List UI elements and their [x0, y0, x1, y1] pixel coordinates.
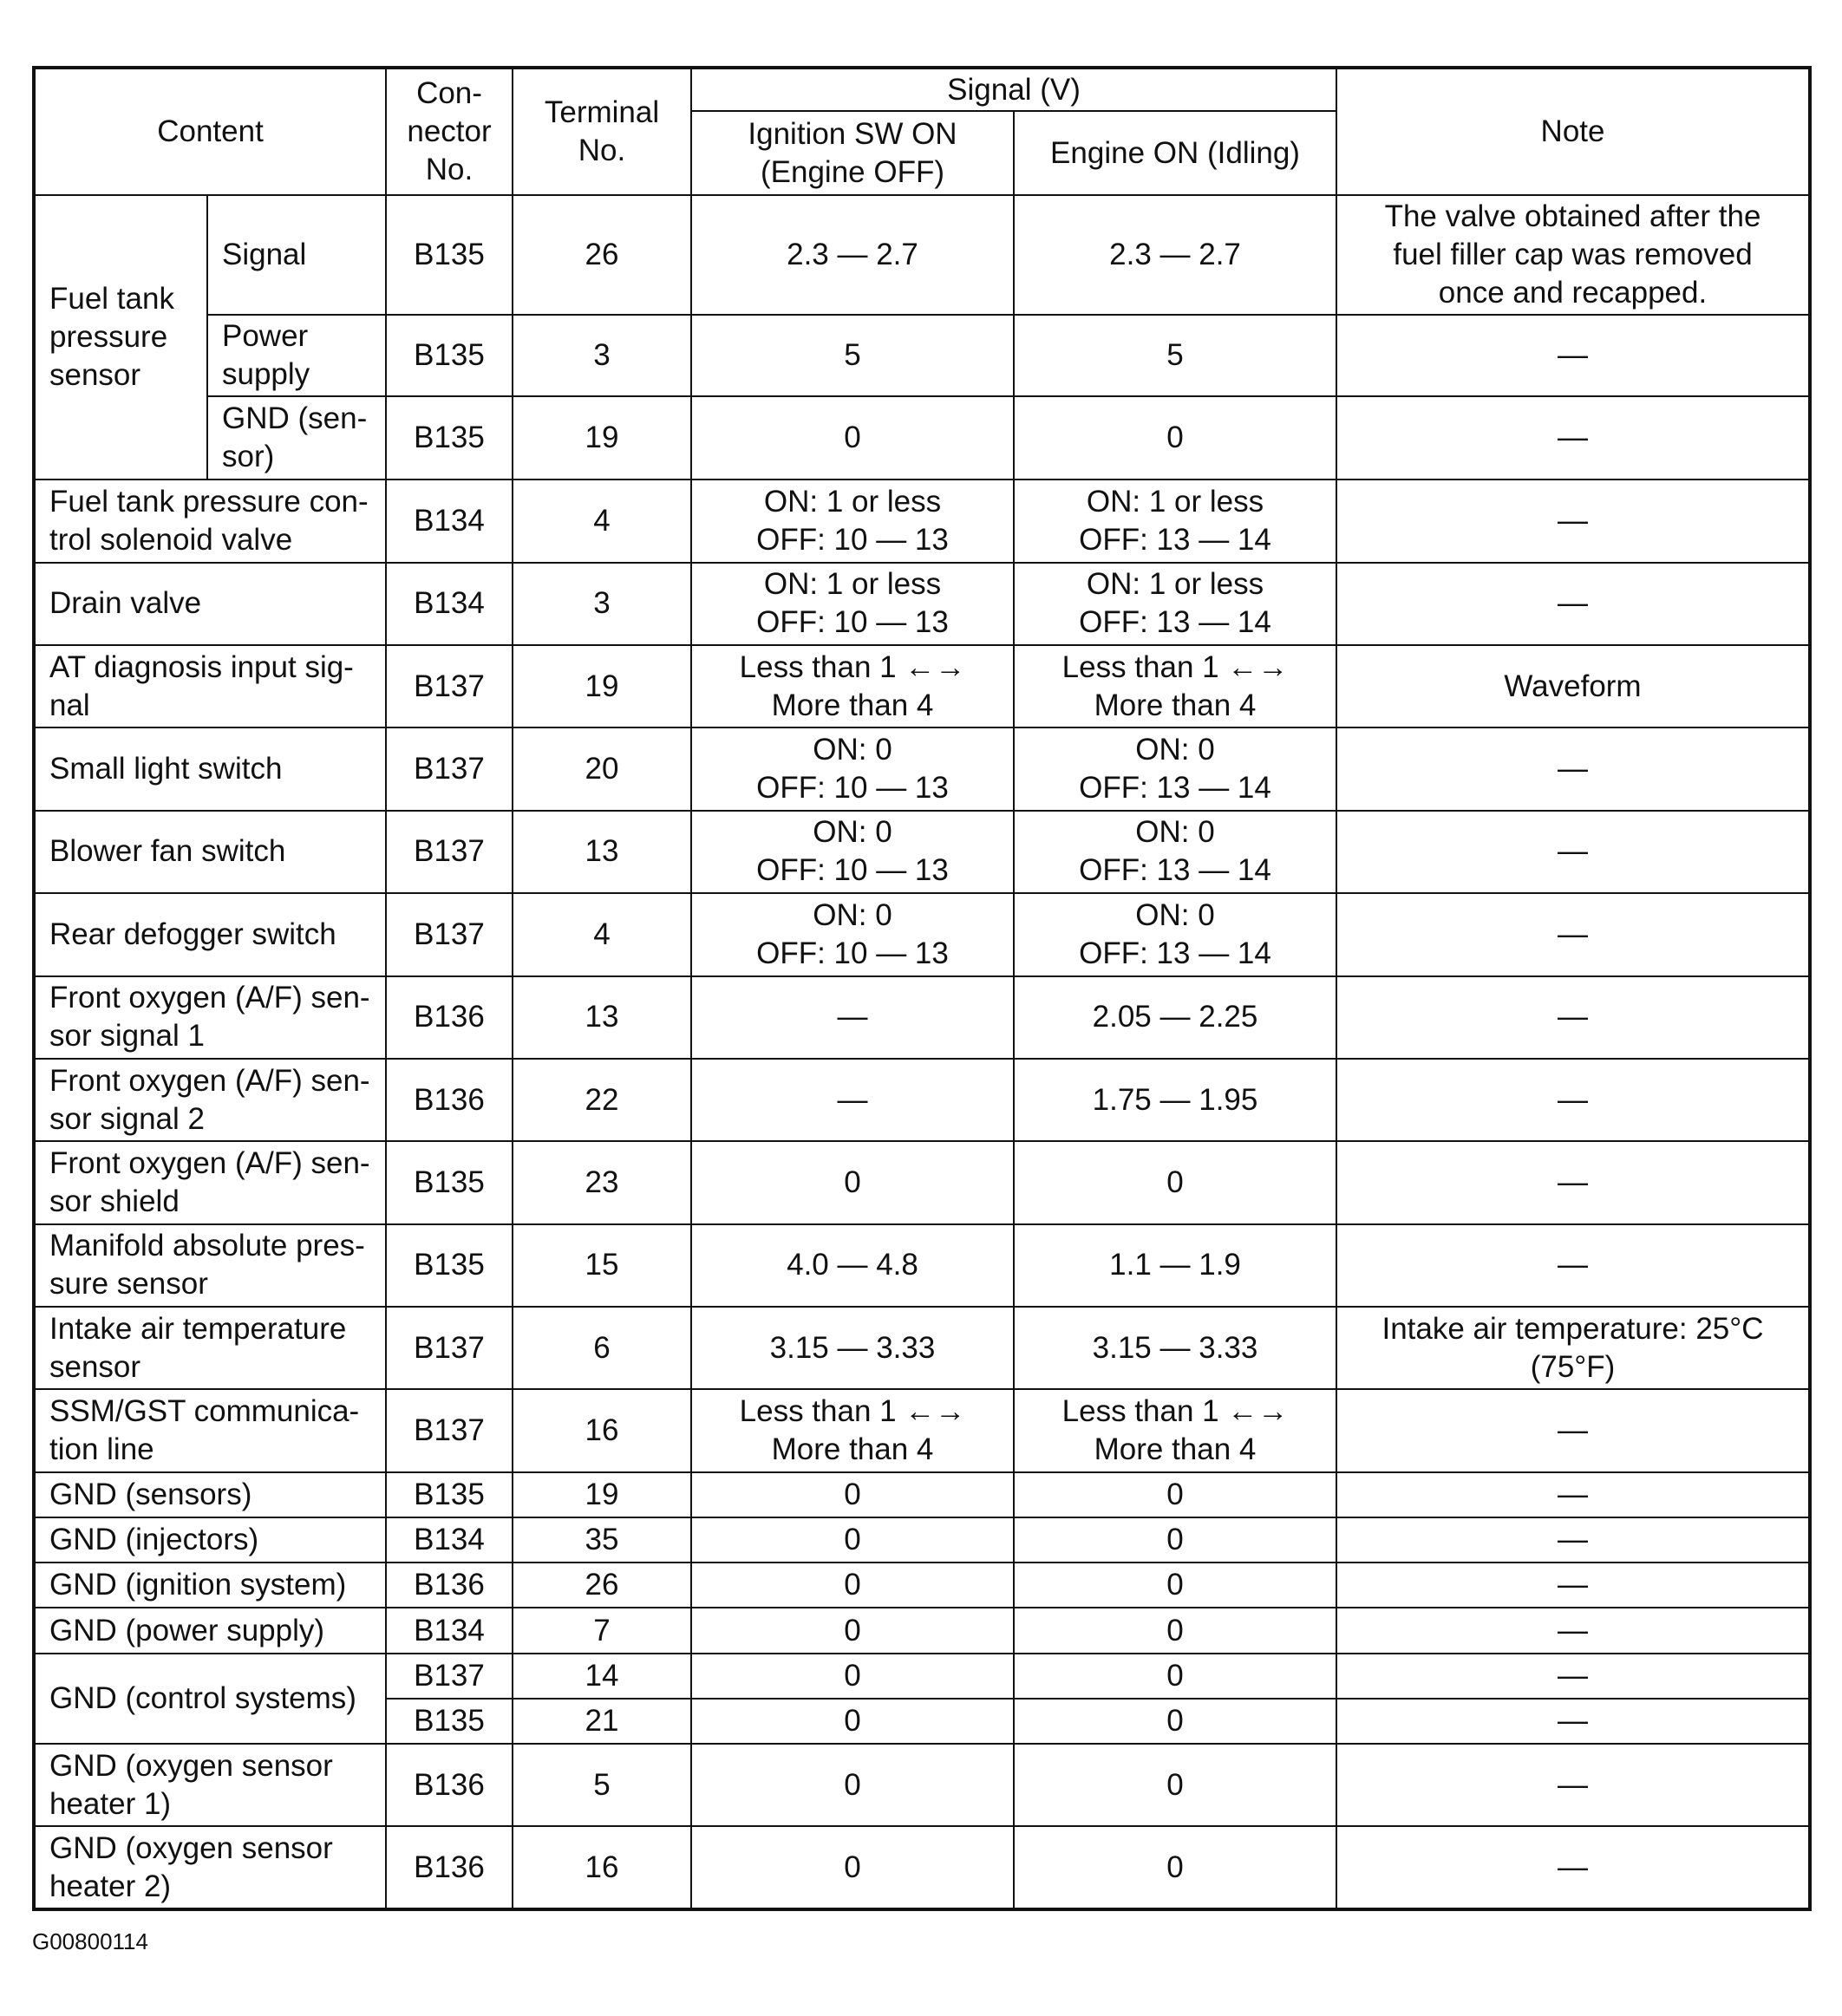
table-row: [34, 195, 1810, 315]
engine-signal-cell: ON: 1 or less OFF: 13 — 14: [1014, 563, 1336, 645]
note-cell: —: [1336, 1059, 1810, 1141]
ignition-signal-cell: —: [691, 976, 1014, 1059]
terminal-cell: 14: [513, 1654, 691, 1699]
ignition-signal-cell: 0: [691, 1563, 1014, 1608]
table-row: [34, 645, 1810, 727]
terminal-cell: 22: [513, 1059, 691, 1141]
engine-signal-cell: 0: [1014, 1744, 1336, 1826]
content-cell: GND (injectors): [34, 1517, 386, 1563]
terminal-cell: 16: [513, 1826, 691, 1909]
engine-signal-cell: ON: 0 OFF: 13 — 14: [1014, 811, 1336, 893]
sub-content-cell: Signal: [207, 195, 386, 315]
header-ignition-sw-on: Ignition SW ON (Engine OFF): [691, 111, 1014, 195]
connector-cell: B136: [386, 1744, 513, 1826]
terminal-cell: 16: [513, 1389, 691, 1471]
terminal-cell: 19: [513, 1472, 691, 1517]
table-row: [34, 1744, 1810, 1826]
table-row: [34, 727, 1810, 810]
table-row: [34, 1654, 1810, 1699]
group-content-cell: Fuel tank pressure sensor: [34, 195, 207, 480]
header-note: Note: [1336, 68, 1810, 195]
engine-signal-cell: ON: 0 OFF: 13 — 14: [1014, 893, 1336, 975]
content-cell: Fuel tank pressure con- trol solenoid valve: [34, 480, 386, 562]
terminal-cell: 19: [513, 645, 691, 727]
header-engine-on: Engine ON (Idling): [1014, 111, 1336, 195]
terminal-cell: 3: [513, 563, 691, 645]
content-cell: Small light switch: [34, 727, 386, 810]
note-cell: —: [1336, 1224, 1810, 1307]
table-row: [34, 811, 1810, 893]
header-terminal-no: Terminal No.: [513, 68, 691, 195]
table-row: [34, 1826, 1810, 1909]
terminal-cell: 5: [513, 1744, 691, 1826]
ignition-signal-cell: 0: [691, 1608, 1014, 1653]
terminal-cell: 6: [513, 1307, 691, 1389]
connector-cell: B135: [386, 1141, 513, 1223]
ignition-signal-cell: 0: [691, 1141, 1014, 1223]
ignition-signal-cell: 0: [691, 1517, 1014, 1563]
ignition-signal-cell: ON: 1 or less OFF: 10 — 13: [691, 480, 1014, 562]
table-row: [34, 1141, 1810, 1223]
note-cell: The valve obtained after the fuel filler cap was removed once and recapped.: [1336, 195, 1810, 315]
engine-signal-cell: 0: [1014, 1141, 1336, 1223]
content-cell: Drain valve: [34, 563, 386, 645]
note-cell: —: [1336, 1141, 1810, 1223]
connector-cell: B135: [386, 396, 513, 480]
table-body: [34, 195, 1810, 1909]
connector-cell: B137: [386, 645, 513, 727]
note-cell: —: [1336, 480, 1810, 562]
table-row: [34, 1307, 1810, 1389]
engine-signal-cell: 1.1 — 1.9: [1014, 1224, 1336, 1307]
connector-cell: B137: [386, 1389, 513, 1471]
ignition-signal-cell: 0: [691, 1472, 1014, 1517]
connector-cell: B134: [386, 480, 513, 562]
connector-cell: B137: [386, 811, 513, 893]
content-cell: Blower fan switch: [34, 811, 386, 893]
terminal-cell: 20: [513, 727, 691, 810]
note-cell: —: [1336, 1826, 1810, 1909]
ignition-signal-cell: 0: [691, 1744, 1014, 1826]
engine-signal-cell: 0: [1014, 396, 1336, 480]
terminal-cell: 4: [513, 893, 691, 975]
engine-signal-cell: 0: [1014, 1826, 1336, 1909]
terminal-cell: 19: [513, 396, 691, 480]
ignition-signal-cell: 5: [691, 315, 1014, 396]
connector-cell: B137: [386, 1654, 513, 1699]
sub-content-cell: Power supply: [207, 315, 386, 396]
content-cell: GND (power supply): [34, 1608, 386, 1653]
terminal-cell: 15: [513, 1224, 691, 1307]
content-cell: SSM/GST communica- tion line: [34, 1389, 386, 1471]
table-row: [34, 1389, 1810, 1471]
ignition-signal-cell: ON: 0 OFF: 10 — 13: [691, 893, 1014, 975]
engine-signal-cell: 0: [1014, 1517, 1336, 1563]
header-connector-no: Con- nector No.: [386, 68, 513, 195]
table-row: [34, 1608, 1810, 1653]
connector-cell: B135: [386, 195, 513, 315]
signal-spec-table: [32, 66, 1812, 1911]
terminal-cell: 21: [513, 1699, 691, 1744]
connector-cell: B134: [386, 563, 513, 645]
terminal-cell: 13: [513, 976, 691, 1059]
note-cell: —: [1336, 1389, 1810, 1471]
ignition-signal-cell: 2.3 — 2.7: [691, 195, 1014, 315]
note-cell: —: [1336, 1699, 1810, 1744]
header-content: Content: [34, 68, 386, 195]
connector-cell: B137: [386, 1307, 513, 1389]
note-cell: Intake air temperature: 25°C (75°F): [1336, 1307, 1810, 1389]
table-row: [34, 1563, 1810, 1608]
table-row: [34, 396, 1810, 480]
note-cell: —: [1336, 396, 1810, 480]
note-cell: —: [1336, 563, 1810, 645]
connector-cell: B134: [386, 1517, 513, 1563]
engine-signal-cell: 0: [1014, 1654, 1336, 1699]
engine-signal-cell: 2.05 — 2.25: [1014, 976, 1336, 1059]
connector-cell: B136: [386, 1059, 513, 1141]
content-cell: GND (ignition system): [34, 1563, 386, 1608]
connector-cell: B135: [386, 315, 513, 396]
ignition-signal-cell: ON: 0 OFF: 10 — 13: [691, 727, 1014, 810]
note-cell: —: [1336, 315, 1810, 396]
note-cell: —: [1336, 976, 1810, 1059]
engine-signal-cell: Less than 1 ←→ More than 4: [1014, 1389, 1336, 1471]
note-cell: —: [1336, 1517, 1810, 1563]
terminal-cell: 3: [513, 315, 691, 396]
content-cell: Rear defogger switch: [34, 893, 386, 975]
terminal-cell: 26: [513, 1563, 691, 1608]
note-cell: —: [1336, 1563, 1810, 1608]
content-cell: Front oxygen (A/F) sen- sor signal 1: [34, 976, 386, 1059]
ignition-signal-cell: 0: [691, 1699, 1014, 1744]
table-row: [34, 893, 1810, 975]
connector-cell: B135: [386, 1224, 513, 1307]
engine-signal-cell: ON: 1 or less OFF: 13 — 14: [1014, 480, 1336, 562]
engine-signal-cell: 0: [1014, 1608, 1336, 1653]
connector-cell: B136: [386, 1563, 513, 1608]
table-row: [34, 480, 1810, 562]
connector-cell: B135: [386, 1699, 513, 1744]
terminal-cell: 26: [513, 195, 691, 315]
table-row: [34, 315, 1810, 396]
connector-cell: B134: [386, 1608, 513, 1653]
engine-signal-cell: 3.15 — 3.33: [1014, 1307, 1336, 1389]
content-cell: AT diagnosis input sig- nal: [34, 645, 386, 727]
note-cell: Waveform: [1336, 645, 1810, 727]
terminal-cell: 4: [513, 480, 691, 562]
connector-cell: B137: [386, 727, 513, 810]
note-cell: —: [1336, 811, 1810, 893]
header-signal: Signal (V): [691, 68, 1336, 111]
connector-cell: B136: [386, 976, 513, 1059]
connector-cell: B135: [386, 1472, 513, 1517]
table-row: [34, 1517, 1810, 1563]
content-cell: Intake air temperature sensor: [34, 1307, 386, 1389]
note-cell: —: [1336, 1472, 1810, 1517]
note-cell: —: [1336, 1608, 1810, 1653]
ignition-signal-cell: Less than 1 ←→ More than 4: [691, 645, 1014, 727]
content-cell: Front oxygen (A/F) sen- sor signal 2: [34, 1059, 386, 1141]
figure-code: G00800114: [32, 1928, 148, 1954]
note-cell: —: [1336, 1744, 1810, 1826]
terminal-cell: 13: [513, 811, 691, 893]
content-cell: GND (oxygen sensor heater 2): [34, 1826, 386, 1909]
engine-signal-cell: 1.75 — 1.95: [1014, 1059, 1336, 1141]
ignition-signal-cell: 4.0 — 4.8: [691, 1224, 1014, 1307]
sub-content-cell: GND (sen- sor): [207, 396, 386, 480]
ignition-signal-cell: 0: [691, 396, 1014, 480]
table-row: [34, 1059, 1810, 1141]
terminal-cell: 35: [513, 1517, 691, 1563]
table-row: [34, 1224, 1810, 1307]
table-row: [34, 976, 1810, 1059]
ignition-signal-cell: —: [691, 1059, 1014, 1141]
ignition-signal-cell: 3.15 — 3.33: [691, 1307, 1014, 1389]
engine-signal-cell: 0: [1014, 1563, 1336, 1608]
content-cell: GND (control systems): [34, 1654, 386, 1744]
note-cell: —: [1336, 893, 1810, 975]
connector-cell: B136: [386, 1826, 513, 1909]
content-cell: Front oxygen (A/F) sen- sor shield: [34, 1141, 386, 1223]
content-cell: GND (sensors): [34, 1472, 386, 1517]
content-cell: GND (oxygen sensor heater 1): [34, 1744, 386, 1826]
content-cell: Manifold absolute pres- sure sensor: [34, 1224, 386, 1307]
engine-signal-cell: ON: 0 OFF: 13 — 14: [1014, 727, 1336, 810]
engine-signal-cell: Less than 1 ←→ More than 4: [1014, 645, 1336, 727]
engine-signal-cell: 0: [1014, 1472, 1336, 1517]
table-row: [34, 1472, 1810, 1517]
ignition-signal-cell: Less than 1 ←→ More than 4: [691, 1389, 1014, 1471]
ignition-signal-cell: 0: [691, 1826, 1014, 1909]
ignition-signal-cell: 0: [691, 1654, 1014, 1699]
engine-signal-cell: 0: [1014, 1699, 1336, 1744]
ignition-signal-cell: ON: 1 or less OFF: 10 — 13: [691, 563, 1014, 645]
ignition-signal-cell: ON: 0 OFF: 10 — 13: [691, 811, 1014, 893]
note-cell: —: [1336, 1654, 1810, 1699]
engine-signal-cell: 2.3 — 2.7: [1014, 195, 1336, 315]
terminal-cell: 7: [513, 1608, 691, 1653]
table-row: [34, 563, 1810, 645]
terminal-cell: 23: [513, 1141, 691, 1223]
note-cell: —: [1336, 727, 1810, 810]
connector-cell: B137: [386, 893, 513, 975]
engine-signal-cell: 5: [1014, 315, 1336, 396]
